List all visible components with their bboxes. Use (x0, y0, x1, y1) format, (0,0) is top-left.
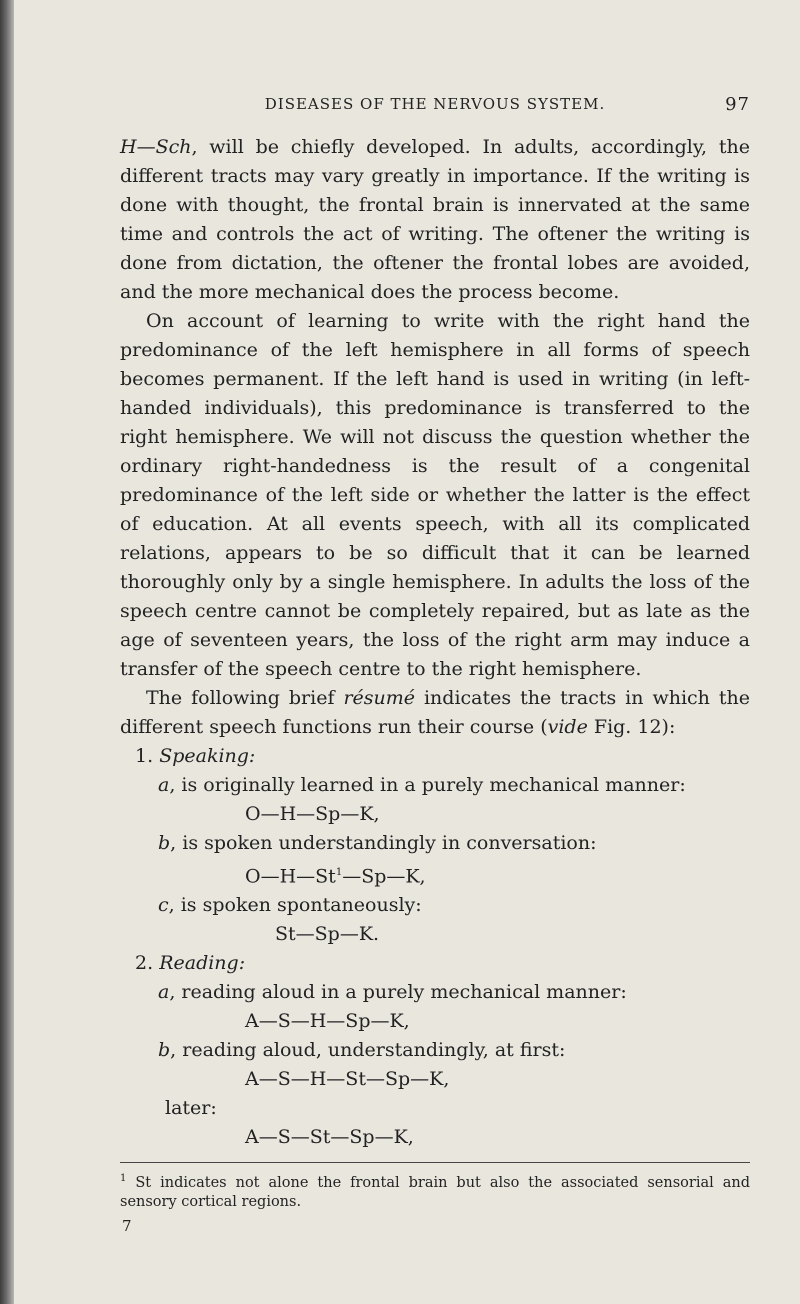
paragraph-3-b: indicates the tracts in which the different speech functions run their course ( (120, 687, 750, 738)
tract-sch: H—Sch (120, 136, 192, 158)
book-binding-edge (0, 0, 14, 1304)
tract-formula (245, 858, 750, 891)
item-letter: c (158, 894, 169, 917)
item-letter: b (158, 832, 171, 854)
paragraph-3 (120, 684, 750, 742)
formula-part: O—H—St (245, 865, 336, 888)
paragraph-2: On account of learning to write with the right hand the predominance of the left hemisphere in all forms of speech becomes permanent. If the left hand is used in writing (in left-handed individuals), this predominance is transferred to the right hemisphere. We will not discuss the question whether the ordinary right-handedness is the result of a congenital predominance of the left side or whether the latter is the effect of education. At all events speech, with all its complicated relations, appears to be so difficult that it can be learned thoroughly only by a single hemisphere. In adults the loss of the speech centre cannot be completely repaired, but as late as the age of seventeen years, the loss of the right arm may induce a transfer of the speech centre to the right hemisphere. (120, 310, 750, 680)
list-item (158, 978, 750, 1007)
paragraph-1 (120, 133, 750, 307)
page-number: 97 (725, 94, 750, 115)
item-text: , is originally learned in a purely mechanical manner: (169, 774, 686, 796)
tract-formula: A—S—H—Sp—K, (245, 1010, 410, 1033)
list-item (158, 771, 750, 800)
footnote (120, 1169, 750, 1212)
section-title: Speaking: (159, 745, 256, 767)
paragraph-3-c: Fig. 12): (587, 716, 676, 738)
item-letter: a (158, 981, 170, 1004)
section-title: Reading: (159, 952, 246, 975)
footnote-marker: 1 (120, 1173, 127, 1185)
item-text: , is spoken understandingly in conversation: (170, 832, 597, 854)
footnote-divider (120, 1162, 750, 1163)
signature-mark: 7 (122, 1217, 132, 1236)
item-letter: b (158, 1039, 171, 1062)
section-reading (135, 949, 750, 978)
section-number: 1. (135, 745, 154, 767)
item-letter: a (158, 774, 170, 796)
tract-formula: A—S—H—St—Sp—K, (245, 1068, 450, 1091)
tract-formula: A—S—St—Sp—K, (245, 1126, 414, 1149)
running-header (120, 90, 750, 119)
section-number: 2. (135, 952, 154, 975)
list-item (158, 829, 750, 858)
tract-formula: O—H—Sp—K, (245, 803, 380, 825)
paragraph-1-text: , will be chiefly developed. In adults, accordingly, the different tracts may vary greatly in importance. If the writing is done with thought, the frontal brain is innervated at the same time and controls the act of writing. The oftener the writing is done from dictation, the oftener the frontal lobes are avoided, and the more mechanical does the process become. (120, 136, 750, 303)
list-item (158, 1036, 750, 1065)
item-text: , reading aloud, understandingly, at first: (170, 1039, 566, 1062)
resume-word: résumé (343, 687, 416, 709)
formula-part: —Sp—K, (342, 865, 426, 888)
footnote-ref: 1 (335, 867, 343, 878)
list-item (158, 891, 750, 920)
footnote-text: St indicates not alone the frontal brain but also the associated sensorial and sensory cortical regions. (120, 1175, 750, 1211)
later-label: later: (165, 1097, 217, 1120)
book-page (120, 90, 750, 1241)
item-text: , is spoken spontaneously: (168, 894, 422, 917)
paragraph-3-a: The following brief (146, 687, 344, 709)
section-speaking (135, 742, 750, 771)
running-title: DISEASES OF THE NERVOUS SYSTEM. (264, 95, 606, 113)
item-text: , reading aloud in a purely mechanical manner: (169, 981, 627, 1004)
vide-word: vide (547, 716, 588, 738)
tract-formula: St—Sp—K. (275, 923, 380, 946)
